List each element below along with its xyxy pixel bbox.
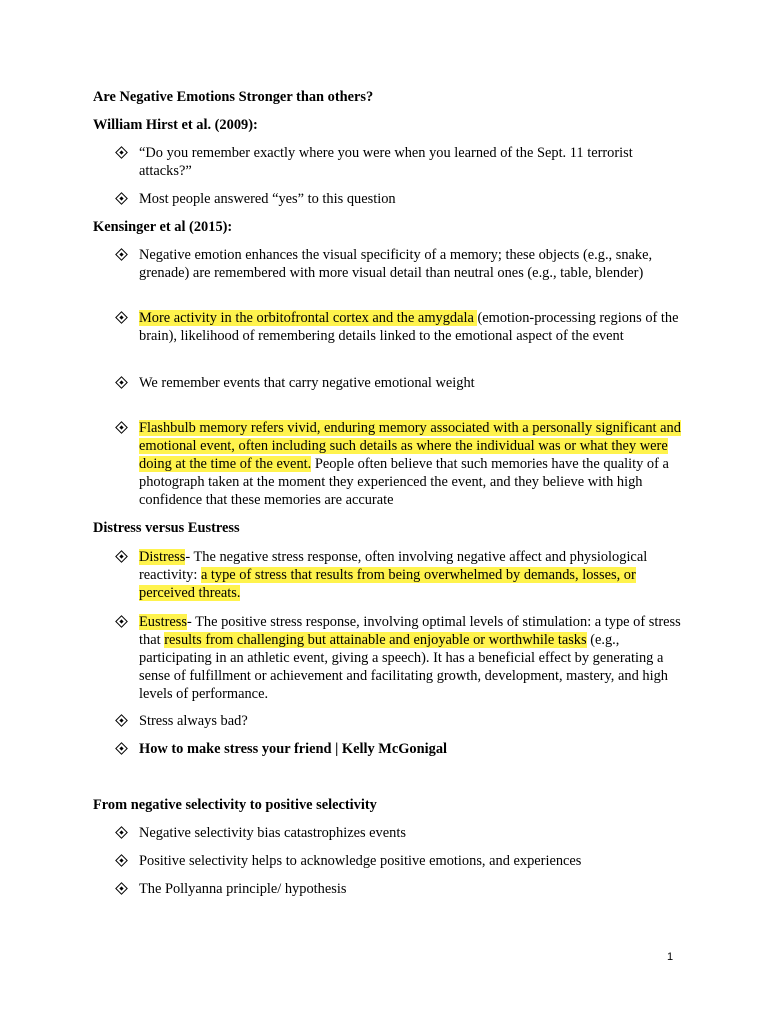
page-number: 1 [667, 951, 674, 963]
diamond-bullet-icon [115, 146, 128, 159]
bullet-text: - The positive stress response, involving optimal levels of stimulation: a type of stress that [139, 614, 681, 648]
bullet-text: Negative selectivity bias catastrophizes events [139, 825, 406, 841]
bullet-text: Negative emotion enhances the visual specificity of a memory; these objects (e.g., snake, grenade) are remembered with more visual detail than neutral ones (e.g., table, blender) [139, 247, 653, 281]
list-item [139, 712, 684, 730]
bullet-text: (emotion-processing regions of the brain), likelihood of remembering details linked to the emotional aspect of the event [139, 310, 679, 344]
diamond-bullet-icon [115, 714, 128, 727]
diamond-bullet-icon [115, 882, 128, 895]
bullet-text: Most people answered “yes” to this question [139, 191, 396, 207]
highlighted-text: results from challenging but attainable and enjoyable or worthwhile tasks [164, 632, 587, 648]
list-item [139, 419, 684, 509]
list-item [139, 374, 684, 392]
bullet-text: “Do you remember exactly where you were when you learned of the Sept. 11 terrorist attacks?” [139, 145, 633, 179]
highlighted-text: Flashbulb memory refers vivid, enduring memory associated with a personally significant and emotional event, often including such details as where the individual was or what they were doing at the time of the event. [139, 420, 681, 472]
diamond-bullet-icon [115, 742, 128, 755]
bullet-text: How to make stress your friend | Kelly McGonigal [139, 741, 448, 757]
diamond-bullet-icon [115, 615, 128, 628]
diamond-bullet-icon [115, 550, 128, 563]
section-heading-kensinger: Kensinger et al (2015): [93, 219, 233, 235]
highlighted-term: Eustress [139, 614, 187, 630]
diamond-bullet-icon [115, 421, 128, 434]
list-item [139, 613, 684, 703]
bullet-text: Positive selectivity helps to acknowledge positive emotions, and experiences [139, 853, 582, 869]
highlighted-term: Distress [139, 549, 186, 565]
list-item [139, 190, 684, 208]
list-item [139, 824, 684, 842]
bullet-text: Stress always bad? [139, 713, 248, 729]
highlighted-text: More activity in the orbitofrontal cortex and the amygdala [139, 310, 478, 326]
diamond-bullet-icon [115, 311, 128, 324]
section-heading-hirst: William Hirst et al. (2009): [93, 117, 258, 133]
bullet-text: The Pollyanna principle/ hypothesis [139, 881, 347, 897]
list-item [139, 309, 684, 345]
diamond-bullet-icon [115, 376, 128, 389]
list-item [139, 880, 684, 898]
list-item [139, 852, 684, 870]
page-title: Are Negative Emotions Stronger than others? [93, 89, 374, 105]
bullet-text: People often believe that such memories have the quality of a photograph taken at the moment they experienced the event, and they believe with high confidence that these memories are accurate [139, 456, 669, 508]
bullet-text: We remember events that carry negative emotional weight [139, 375, 475, 391]
bullet-text: - The negative stress response, often involving negative affect and physiological reactivity: [139, 549, 648, 583]
list-item [139, 246, 684, 282]
diamond-bullet-icon [115, 192, 128, 205]
list-item [139, 740, 684, 758]
diamond-bullet-icon [115, 854, 128, 867]
section-heading-selectivity: From negative selectivity to positive selectivity [93, 797, 377, 813]
list-item [139, 144, 684, 180]
bullet-text: (e.g., participating in an athletic event, giving a speech). It has a beneficial effect by generating a sense of fulfillment or achievement and facilitating growth, development, mastery, and high levels of performance. [139, 632, 668, 702]
diamond-bullet-icon [115, 248, 128, 261]
section-heading-stress: Distress versus Eustress [93, 520, 240, 536]
diamond-bullet-icon [115, 826, 128, 839]
highlighted-text: a type of stress that results from being overwhelmed by demands, losses, or perceived threats. [139, 567, 636, 601]
list-item [139, 548, 684, 602]
